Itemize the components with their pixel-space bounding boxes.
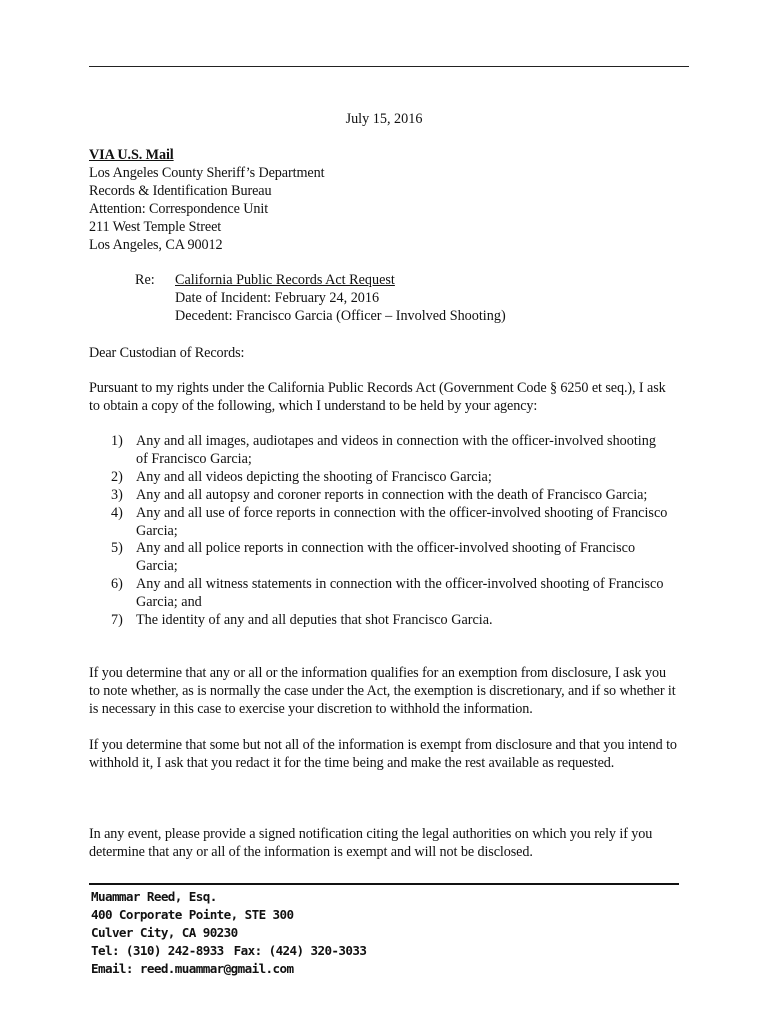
list-item-text: Any and all witness statements in connection with the officer-involved shooting of Francisco Garcia; and xyxy=(136,576,664,611)
list-item xyxy=(111,433,671,469)
list-item xyxy=(111,612,671,630)
delivery-method: VIA U.S. Mail xyxy=(89,147,174,163)
list-item-text: Any and all use of force reports in connection with the officer-involved shooting of Francisco Garcia; xyxy=(136,504,668,539)
signature-block xyxy=(91,888,366,978)
signer-email: Email: reed.muammar@gmail.com xyxy=(91,961,294,976)
signer-name: Muammar Reed, Esq. xyxy=(91,889,217,904)
signer-phone-fax xyxy=(91,942,366,960)
letter-date: July 15, 2016 xyxy=(345,111,423,127)
salutation: Dear Custodian of Records: xyxy=(89,345,245,361)
recipient-line: Attention: Correspondence Unit xyxy=(89,200,269,217)
notification-paragraph: In any event, please provide a signed notification citing the legal authorities on which you rely if you determine that any or all of the information is exempt and will not be disclosed. xyxy=(89,826,653,860)
list-item-text: Any and all images, audiotapes and videos in connection with the officer-involved shooting of Francisco Garcia; xyxy=(136,433,656,467)
intro-paragraph: Pursuant to my rights under the California Public Records Act (Government Code § 6250 et seq.), I ask to obtain a copy of the following, which I understand to be held by your agency: xyxy=(89,380,666,414)
list-item-number: 7) xyxy=(111,612,123,629)
list-item-number: 5) xyxy=(111,540,123,557)
recipient-line: Los Angeles County Sheriff’s Department xyxy=(89,164,325,181)
re-label: Re: xyxy=(135,272,155,288)
list-item-number: 4) xyxy=(111,504,123,521)
request-list xyxy=(111,433,671,630)
redaction-paragraph: If you determine that some but not all of the information is exempt from disclosure and that you intend to withhold it, I ask that you redact it for the time being and make the rest available as requested. xyxy=(89,737,677,771)
signer-city: Culver City, CA 90230 xyxy=(91,925,238,940)
recipient-address xyxy=(89,147,679,254)
exemption-paragraph: If you determine that any or all or the information qualifies for an exemption from disclosure, I ask you to note whether, as is normally the case under the Act, the exemption is discretionary, and if so whether it is necessary in this case to exercise your discretion to withhold the information. xyxy=(89,665,676,717)
re-decedent: Decedent: Francisco Garcia (Officer – Involved Shooting) xyxy=(175,307,506,324)
list-item xyxy=(111,469,671,487)
signer-fax: Fax: (424) 320-3033 xyxy=(233,943,367,958)
list-item xyxy=(111,505,671,541)
list-item-number: 1) xyxy=(111,433,123,449)
list-item xyxy=(111,487,671,505)
recipient-line: Records & Identification Bureau xyxy=(89,182,272,199)
list-item-number: 2) xyxy=(111,468,123,485)
list-item xyxy=(111,540,671,576)
list-item-text: Any and all police reports in connection with the officer-involved shooting of Francisco Garcia; xyxy=(136,540,636,575)
re-subject: California Public Records Act Request xyxy=(175,272,395,288)
list-item-text: Any and all videos depicting the shooting of Francisco Garcia; xyxy=(136,468,492,485)
list-item-text: The identity of any and all deputies that shot Francisco Garcia. xyxy=(136,612,493,629)
subject-block xyxy=(135,272,506,326)
re-incident-date: Date of Incident: February 24, 2016 xyxy=(175,289,380,306)
signer-street: 400 Corporate Pointe, STE 300 xyxy=(91,907,294,922)
list-item-number: 3) xyxy=(111,486,123,503)
recipient-line: Los Angeles, CA 90012 xyxy=(89,236,223,253)
list-item-text: Any and all autopsy and coroner reports in connection with the death of Francisco Garcia; xyxy=(136,486,648,503)
header-rule xyxy=(89,66,689,67)
list-item xyxy=(111,576,671,612)
recipient-line: 211 West Temple Street xyxy=(89,218,222,235)
signer-tel: Tel: (310) 242-8933 xyxy=(91,943,224,958)
list-item-number: 6) xyxy=(111,576,123,593)
signature-rule xyxy=(89,883,679,885)
